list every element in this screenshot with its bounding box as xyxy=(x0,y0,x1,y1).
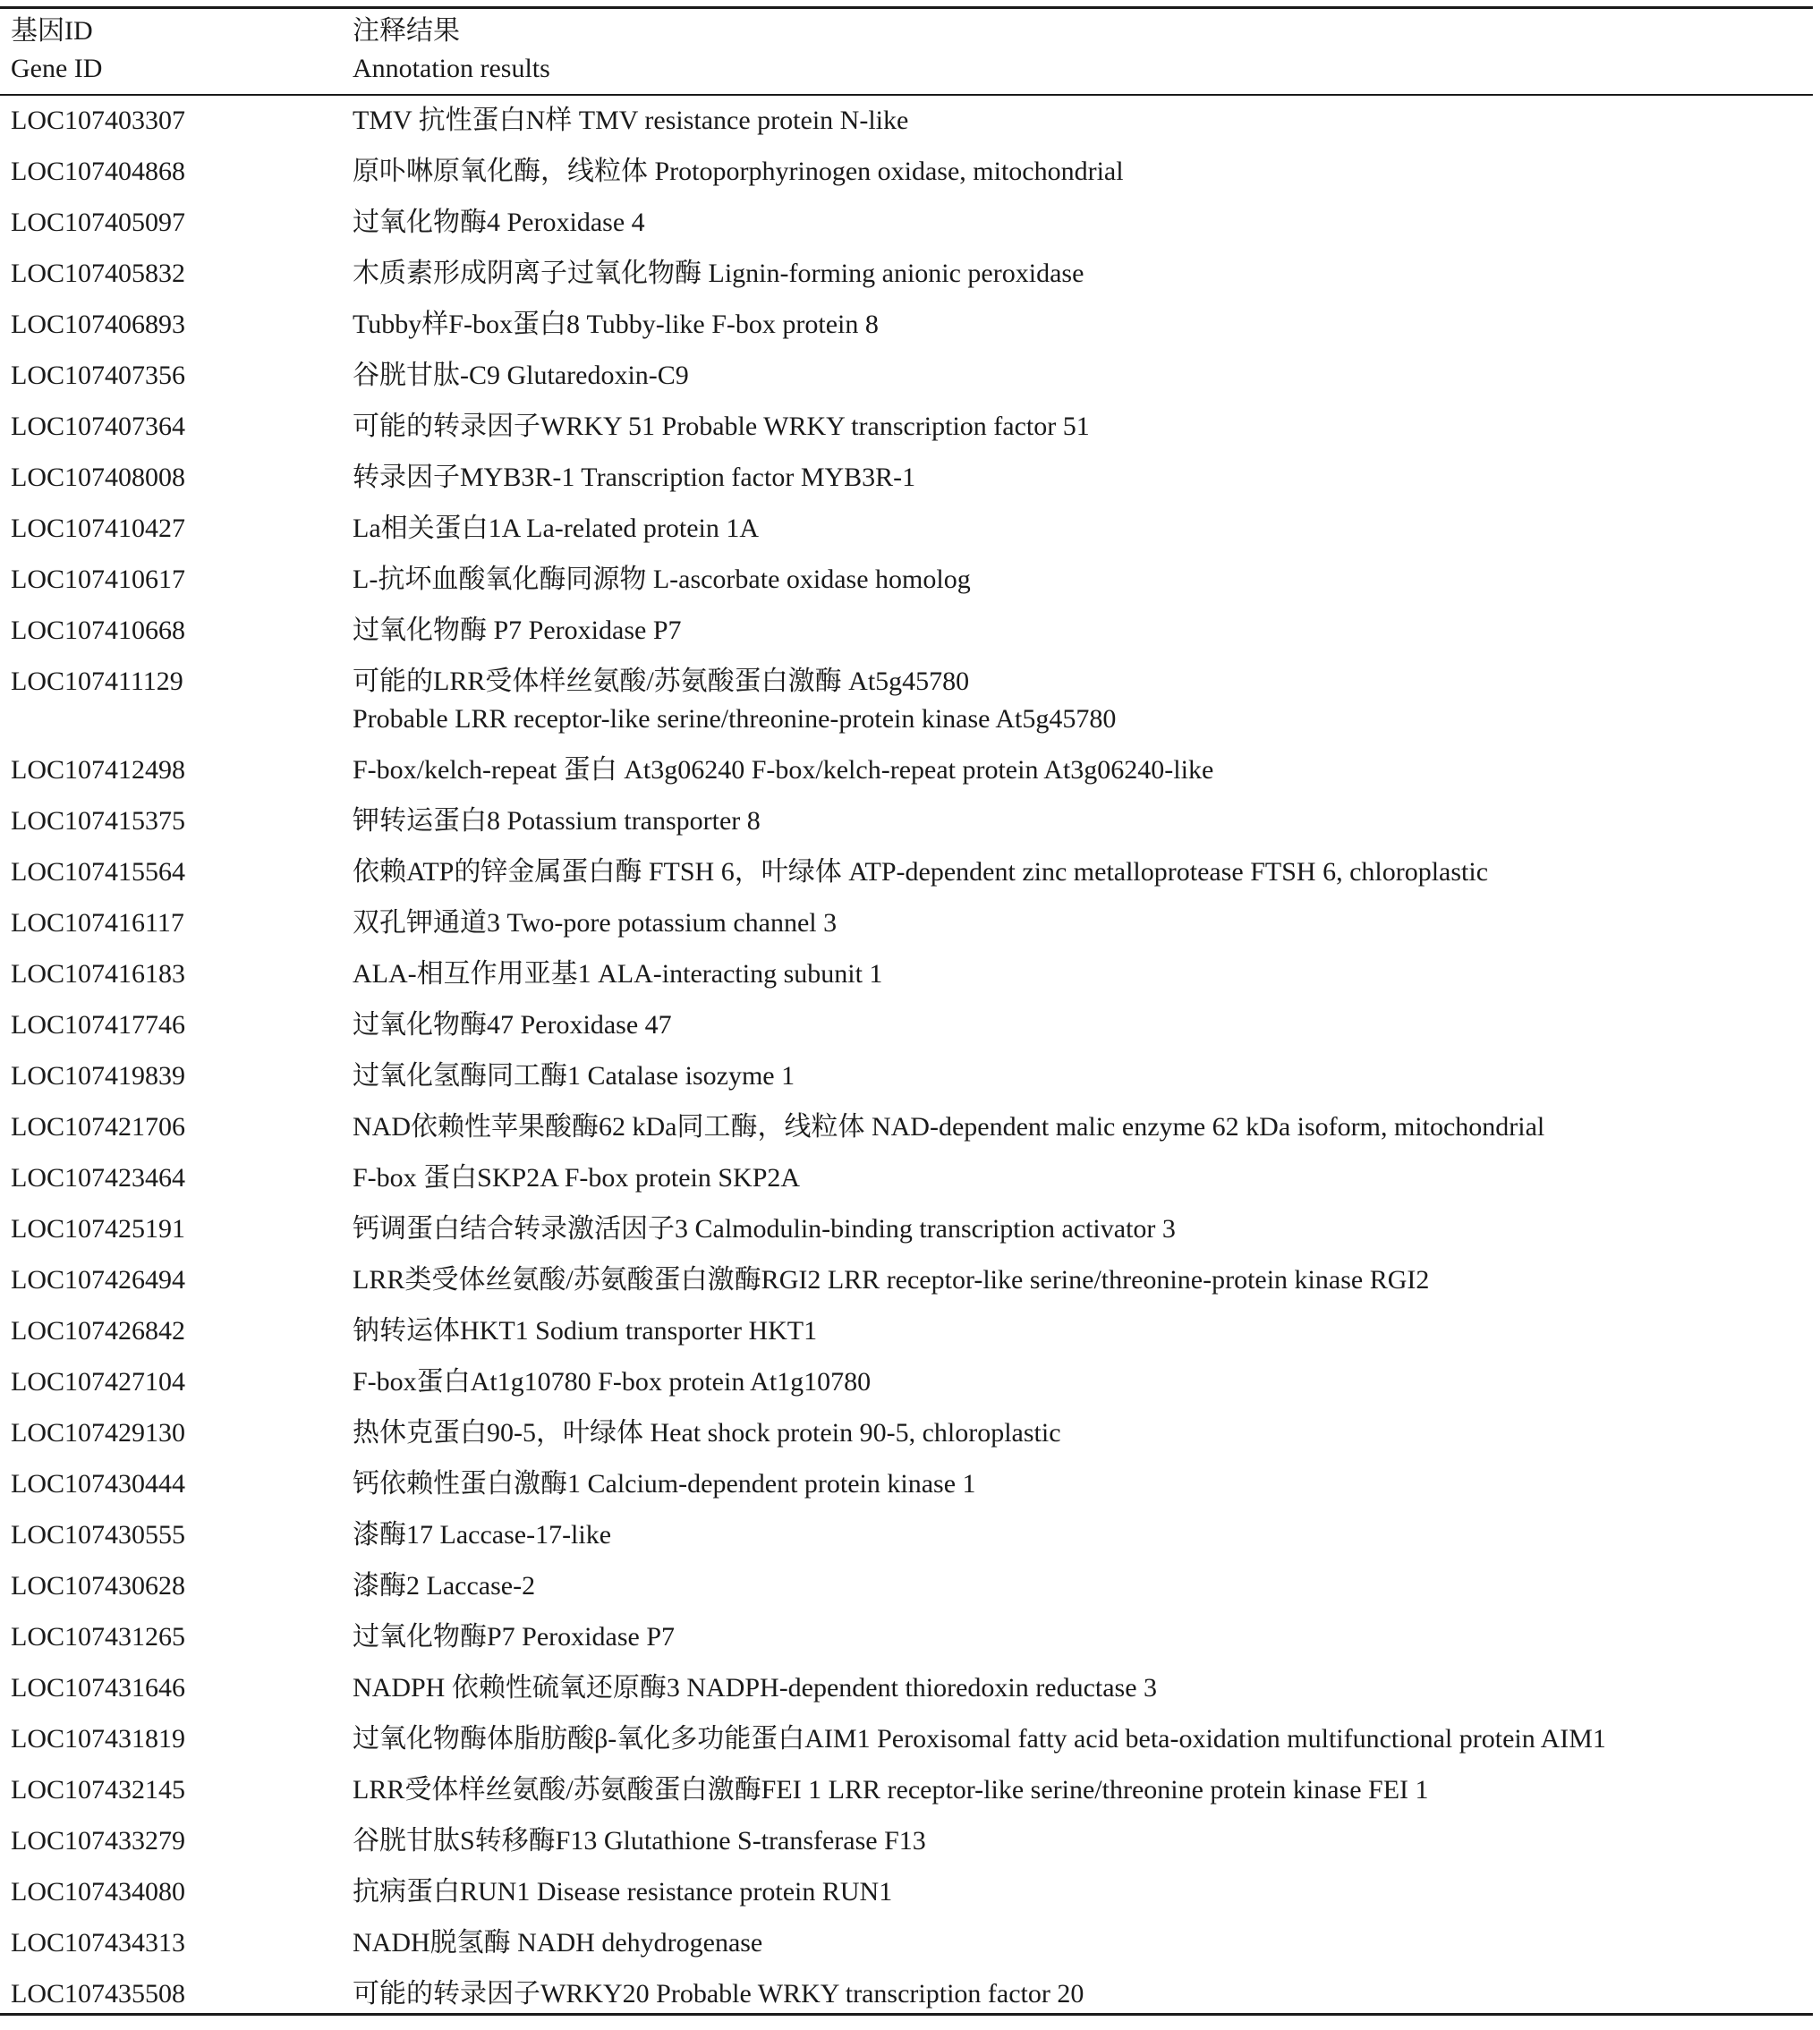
annotation-cell: 过氧化氢酶同工酶1 Catalase isozyme 1 xyxy=(353,1061,795,1091)
header-annotation-en: Annotation results xyxy=(353,54,550,83)
annotation-cell: 漆酶17 Laccase-17-like xyxy=(353,1520,612,1550)
table-row xyxy=(0,408,1813,459)
table-row xyxy=(0,752,1813,803)
gene-id-cell: LOC107430628 xyxy=(11,1571,185,1601)
table-row xyxy=(0,306,1813,357)
annotation-cell: 钙调蛋白结合转录激活因子3 Calmodulin-binding transcription activator 3 xyxy=(353,1214,1176,1244)
gene-id-cell: LOC107410617 xyxy=(11,565,185,594)
table-row xyxy=(0,1261,1813,1312)
gene-id-cell: LOC107415564 xyxy=(11,857,185,887)
annotation-cell: F-box蛋白At1g10780 F-box protein At1g10780 xyxy=(353,1367,872,1397)
annotation-cell: F-box/kelch-repeat 蛋白 At3g06240 F-box/kelch-repeat protein At3g06240-like xyxy=(353,755,1214,785)
annotation-cell: NADPH 依赖性硫氧还原酶3 NADPH-dependent thioredoxin reductase 3 xyxy=(353,1673,1158,1703)
header-gene-id xyxy=(11,13,102,88)
annotation-cell: 过氧化物酶4 Peroxidase 4 xyxy=(353,208,645,237)
annotation-cell: 钠转运体HKT1 Sodium transporter HKT1 xyxy=(353,1316,818,1346)
gene-id-cell: LOC107405832 xyxy=(11,259,185,288)
annotation-cell: TMV 抗性蛋白N样 TMV resistance protein N-like xyxy=(353,106,909,135)
gene-id-cell: LOC107405097 xyxy=(11,208,185,237)
table-bottom-rule xyxy=(0,2013,1813,2016)
annotation-cell: F-box 蛋白SKP2A F-box protein SKP2A xyxy=(353,1163,801,1193)
table-row xyxy=(0,561,1813,612)
gene-id-cell: LOC107434080 xyxy=(11,1877,185,1907)
table-row xyxy=(0,956,1813,1007)
gene-id-cell: LOC107430555 xyxy=(11,1520,185,1550)
table-row xyxy=(0,1465,1813,1516)
table-body xyxy=(0,102,1813,2026)
table-row xyxy=(0,1312,1813,1363)
gene-id-cell: LOC107417746 xyxy=(11,1010,185,1040)
gene-id-cell: LOC107426842 xyxy=(11,1316,185,1346)
gene-id-cell: LOC107406893 xyxy=(11,310,185,339)
annotation-cell: 可能的转录因子WRKY 51 Probable WRKY transcription factor 51 xyxy=(353,412,1090,441)
gene-id-cell: LOC107429130 xyxy=(11,1418,185,1448)
gene-id-cell: LOC107433279 xyxy=(11,1826,185,1856)
gene-id-cell: LOC107426494 xyxy=(11,1265,185,1295)
annotation-line-en: Probable LRR receptor-like serine/threonine-protein kinase At5g45780 xyxy=(353,704,1117,734)
annotation-cell: 可能的转录因子WRKY20 Probable WRKY transcription factor 20 xyxy=(353,1979,1084,2009)
gene-id-cell: LOC107419839 xyxy=(11,1061,185,1091)
annotation-cell: 谷胱甘肽-C9 Glutaredoxin-C9 xyxy=(353,361,689,390)
gene-id-cell: LOC107411129 xyxy=(11,667,183,696)
gene-id-cell: LOC107421706 xyxy=(11,1112,185,1142)
table-row xyxy=(0,255,1813,306)
annotation-cell: 抗病蛋白RUN1 Disease resistance protein RUN1 xyxy=(353,1877,893,1907)
table-row xyxy=(0,153,1813,204)
annotation-cell: 过氧化物酶体脂肪酸β-氧化多功能蛋白AIM1 Peroxisomal fatty acid beta-oxidation multifunctional protein AIM1 xyxy=(353,1724,1606,1754)
table-row xyxy=(0,459,1813,510)
gene-id-cell: LOC107416183 xyxy=(11,959,185,989)
table-row xyxy=(0,204,1813,255)
annotation-cell: 木质素形成阴离子过氧化物酶 Lignin-forming anionic peroxidase xyxy=(353,259,1084,288)
gene-id-cell: LOC107427104 xyxy=(11,1367,185,1397)
gene-id-cell: LOC107410427 xyxy=(11,514,185,543)
gene-id-cell: LOC107434313 xyxy=(11,1928,185,1958)
table-row xyxy=(0,1007,1813,1057)
annotation-cell: 原卟啉原氧化酶，线粒体 Protoporphyrinogen oxidase, mitochondrial xyxy=(353,157,1124,186)
gene-id-cell: LOC107423464 xyxy=(11,1163,185,1193)
annotation-cell: LRR类受体丝氨酸/苏氨酸蛋白激酶RGI2 LRR receptor-like serine/threonine-protein kinase RGI2 xyxy=(353,1265,1430,1295)
table-row xyxy=(0,1975,1813,2026)
annotation-cell: 钙依赖性蛋白激酶1 Calcium-dependent protein kinase 1 xyxy=(353,1469,976,1499)
table-row xyxy=(0,1720,1813,1771)
table-row xyxy=(0,1210,1813,1261)
gene-id-cell: LOC107410668 xyxy=(11,616,185,645)
gene-id-cell: LOC107431646 xyxy=(11,1673,185,1703)
gene-id-cell: LOC107415375 xyxy=(11,806,185,836)
annotation-cell: L-抗坏血酸氧化酶同源物 L-ascorbate oxidase homolog xyxy=(353,565,971,594)
gene-id-cell: LOC107431819 xyxy=(11,1724,185,1754)
gene-id-cell: LOC107431265 xyxy=(11,1622,185,1652)
annotation-cell: 过氧化物酶47 Peroxidase 47 xyxy=(353,1010,672,1040)
gene-id-cell: LOC107412498 xyxy=(11,755,185,785)
header-annotation xyxy=(353,13,550,88)
table-row xyxy=(0,1822,1813,1873)
gene-id-cell: LOC107408008 xyxy=(11,463,185,492)
table-row xyxy=(0,905,1813,956)
table-row xyxy=(0,1108,1813,1159)
table-row xyxy=(0,357,1813,408)
annotation-cell: LRR受体样丝氨酸/苏氨酸蛋白激酶FEI 1 LRR receptor-like serine/threonine protein kinase FEI 1 xyxy=(353,1775,1429,1805)
annotation-cell: 双孔钾通道3 Two-pore potassium channel 3 xyxy=(353,908,838,938)
annotation-cell: 转录因子MYB3R-1 Transcription factor MYB3R-1 xyxy=(353,463,916,492)
gene-id-cell: LOC107425191 xyxy=(11,1214,185,1244)
table-row xyxy=(0,1567,1813,1618)
gene-id-cell: LOC107416117 xyxy=(11,908,184,938)
table-row xyxy=(0,1924,1813,1975)
annotation-cell: 热休克蛋白90-5，叶绿体 Heat shock protein 90-5, chloroplastic xyxy=(353,1418,1061,1448)
table-row xyxy=(0,612,1813,663)
header-gene-id-en: Gene ID xyxy=(11,54,103,83)
gene-id-cell: LOC107432145 xyxy=(11,1775,185,1805)
annotation-cell: Tubby样F-box蛋白8 Tubby-like F-box protein 8 xyxy=(353,310,879,339)
table-row xyxy=(0,854,1813,905)
table-row xyxy=(0,1618,1813,1669)
annotation-cell: 依赖ATP的锌金属蛋白酶 FTSH 6，叶绿体 ATP-dependent zinc metalloprotease FTSH 6, chloroplastic xyxy=(353,857,1489,887)
header-gene-id-zh: 基因ID xyxy=(11,16,93,46)
table-header xyxy=(0,13,1813,91)
annotation-cell: 漆酶2 Laccase-2 xyxy=(353,1571,536,1601)
table-row xyxy=(0,510,1813,561)
gene-id-cell: LOC107430444 xyxy=(11,1469,185,1499)
table-row xyxy=(0,102,1813,153)
table-row xyxy=(0,1363,1813,1414)
table-row xyxy=(0,1159,1813,1210)
annotation-cell: ALA-相互作用亚基1 ALA-interacting subunit 1 xyxy=(353,959,883,989)
table-row xyxy=(0,1414,1813,1465)
gene-id-cell: LOC107403307 xyxy=(11,106,185,135)
header-annotation-zh: 注释结果 xyxy=(353,16,460,46)
table-row xyxy=(0,1669,1813,1720)
gene-id-cell: LOC107407356 xyxy=(11,361,185,390)
gene-id-cell: LOC107435508 xyxy=(11,1979,185,2009)
table-top-rule xyxy=(0,6,1813,9)
annotation-cell: 过氧化物酶P7 Peroxidase P7 xyxy=(353,1622,675,1652)
annotation-cell: 钾转运蛋白8 Potassium transporter 8 xyxy=(353,806,761,836)
table-row xyxy=(0,803,1813,854)
table-row xyxy=(0,1771,1813,1822)
annotation-line-zh: 可能的LRR受体样丝氨酸/苏氨酸蛋白激酶 At5g45780 xyxy=(353,667,970,696)
table-header-rule xyxy=(0,94,1813,96)
table-row xyxy=(0,663,1813,752)
annotation-cell: NADH脱氢酶 NADH dehydrogenase xyxy=(353,1928,763,1958)
annotation-cell xyxy=(353,663,1802,738)
table-row xyxy=(0,1873,1813,1924)
annotation-cell: La相关蛋白1A La-related protein 1A xyxy=(353,514,760,543)
annotation-cell: 谷胱甘肽S转移酶F13 Glutathione S-transferase F13 xyxy=(353,1826,926,1856)
gene-id-cell: LOC107404868 xyxy=(11,157,185,186)
table-row xyxy=(0,1516,1813,1567)
table-row xyxy=(0,1057,1813,1108)
annotation-cell: NAD依赖性苹果酸酶62 kDa同工酶，线粒体 NAD-dependent malic enzyme 62 kDa isoform, mitochondrial xyxy=(353,1112,1545,1142)
gene-id-cell: LOC107407364 xyxy=(11,412,185,441)
annotation-cell: 过氧化物酶 P7 Peroxidase P7 xyxy=(353,616,682,645)
